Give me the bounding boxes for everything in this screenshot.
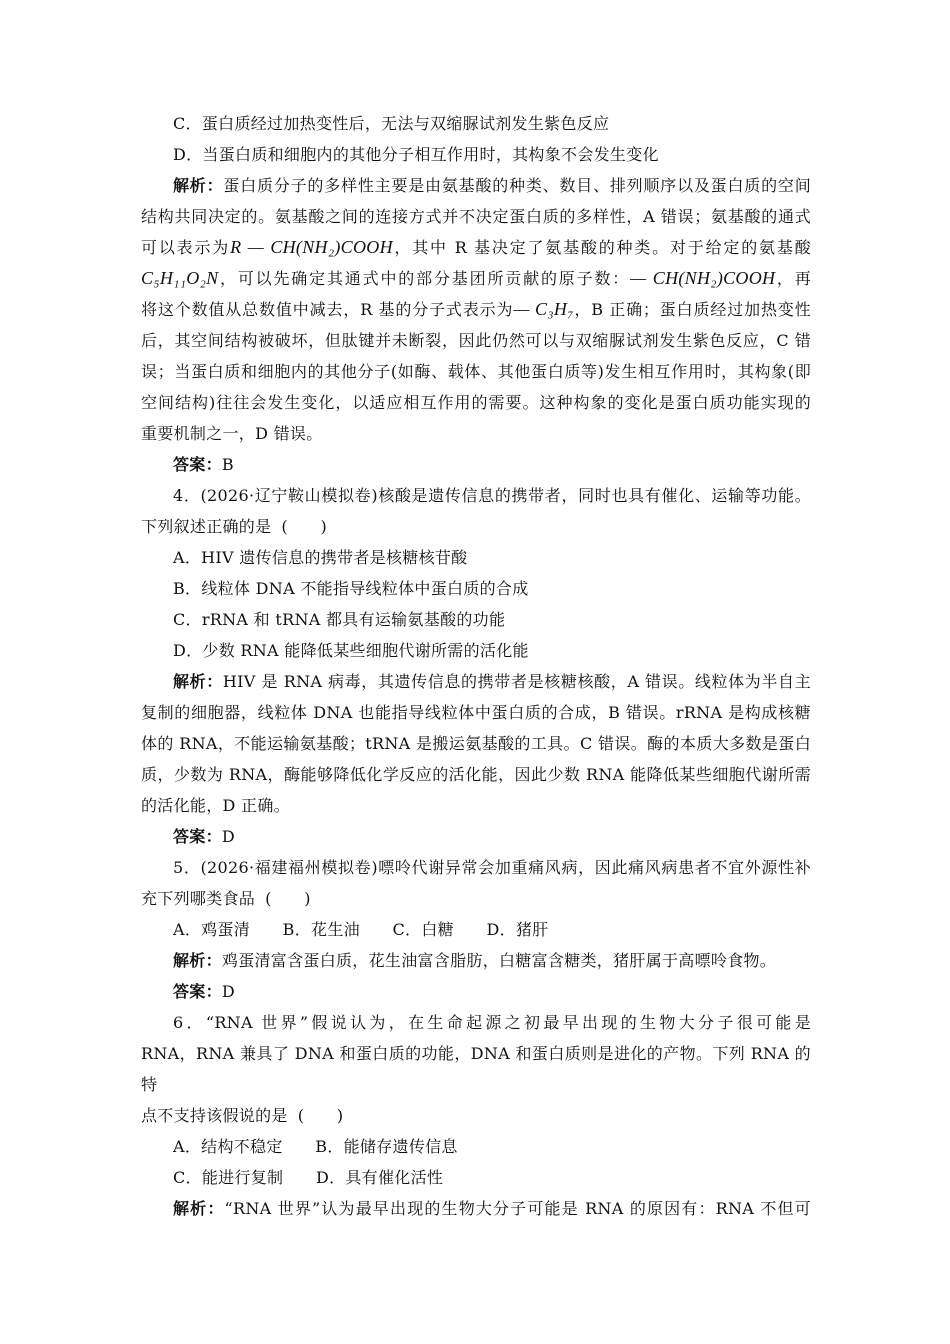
analysis-label: 解析： [173, 672, 223, 691]
option-c-line: C．蛋白质经过加热变性后，无法与双缩脲试剂发生紫色反应 [173, 114, 610, 133]
answer-label: 答案： [173, 455, 222, 474]
answer-blank: ( ) [265, 889, 311, 908]
option-d-line: D．当蛋白质和细胞内的其他分子相互作用时，其构象不会发生变化 [173, 145, 659, 164]
question-5-stem: 充下列哪类食品 ( ) [141, 883, 811, 914]
group-formula: — CH(NH₂)COOH [630, 268, 776, 288]
analysis-line: 解析：蛋白质分子的多样性主要是由氨基酸的种类、数目、排列顺序以及蛋白质的空间 [173, 176, 811, 195]
option-a-line: A．HIV 遗传信息的携带者是核糖核苷酸 [173, 548, 468, 567]
answer-label: 答案： [173, 982, 222, 1001]
question-5-stem: 5．(2026·福建福州模拟卷)嘌呤代谢异常会加重痛风病，因此痛风病患者不宜外源性补 [173, 858, 811, 877]
answer-line: 答案：D [173, 827, 236, 846]
question-4-stem: 4．(2026·辽宁鞍山模拟卷)核酸是遗传信息的携带者，同时也具有催化、运输等功能。 [173, 486, 811, 505]
options-line: A．结构不稳定 B．能储存遗传信息 [173, 1137, 458, 1156]
analysis-line: 体的 RNA，不能运输氨基酸；tRNA 是搬运氨基酸的工具。C 错误。酶的本质大多数是蛋白 [141, 734, 811, 753]
analysis-line: 结构共同决定的。氨基酸之间的连接方式并不决定蛋白质的多样性，A 错误；氨基酸的通式 [141, 207, 811, 226]
amino-acid-general-formula: R — CH(NH₂)COOH [230, 237, 393, 257]
answer-blank: ( ) [281, 517, 328, 536]
document-page [141, 108, 811, 1224]
question-6-stem: 点不支持该假说的是 ( ) [141, 1100, 811, 1131]
answer-blank: ( ) [297, 1106, 344, 1125]
question-6-stem: RNA，RNA 兼具了 DNA 和蛋白质的功能，DNA 和蛋白质则是进化的产物。下列 RNA 的特 [141, 1044, 811, 1094]
molecular-formula: C₅H₁₁O₂N [141, 268, 219, 288]
question-6-stem: 6．“RNA 世界”假说认为，在生命起源之初最早出现的生物大分子很可能是 [173, 1013, 811, 1032]
analysis-label: 解析： [173, 951, 222, 970]
analysis-line: 解析：“RNA 世界”认为最早出现的生物大分子可能是 RNA 的原因有：RNA 不但可 [173, 1199, 812, 1218]
analysis-label: 解析： [173, 176, 224, 195]
option-b-line: B．线粒体 DNA 不能指导线粒体中蛋白质的合成 [173, 579, 529, 598]
analysis-line: 质，少数为 RNA，酶能够降低化学反应的活化能，因此少数 RNA 能降低某些细胞代谢所需 [141, 765, 811, 784]
analysis-line: 解析：鸡蛋清富含蛋白质，花生油富含脂肪，白糖富含糖类，猪肝属于高嘌呤食物。 [173, 951, 777, 970]
analysis-line: 可以表示为R — CH(NH₂)COOH，其中 R 基决定了氨基酸的种类。对于给定的氨基酸 [141, 237, 811, 257]
options-line: A．鸡蛋清 B．花生油 C．白糖 D．猪肝 [173, 920, 549, 939]
options-line: C．能进行复制 D．具有催化活性 [173, 1168, 444, 1187]
analysis-label: 解析： [173, 1199, 225, 1218]
analysis-line: 复制的细胞器，线粒体 DNA 也能指导线粒体中蛋白质的合成，B 错误。rRNA 是构成核糖 [141, 703, 811, 722]
analysis-line: 误；当蛋白质和细胞内的其他分子(如酶、载体、其他蛋白质等)发生相互作用时，其构象(即 [141, 362, 811, 381]
analysis-line: 空间结构)往往会发生变化，以适应相互作用的需要。这种构象的变化是蛋白质功能实现的 [141, 393, 811, 412]
question-4-stem: 下列叙述正确的是 ( ) [141, 511, 811, 542]
answer-label: 答案： [173, 827, 222, 846]
answer-line: 答案：B [173, 455, 234, 474]
option-c-line: C．rRNA 和 tRNA 都具有运输氨基酸的功能 [173, 610, 506, 629]
answer-line: 答案：D [173, 982, 236, 1001]
r-group-formula: — C₃H₇ [513, 299, 574, 319]
analysis-line: 的活化能，D 正确。 [141, 796, 290, 815]
option-d-line: D．少数 RNA 能降低某些细胞代谢所需的活化能 [173, 641, 529, 660]
analysis-line: 后，其空间结构被破坏，但肽键并未断裂，因此仍然可以与双缩脲试剂发生紫色反应，C 错 [141, 331, 811, 350]
analysis-line: C₅H₁₁O₂N，可以先确定其通式中的部分基团所贡献的原子数：— CH(NH₂)COOH，再 [141, 268, 811, 288]
analysis-line: 解析：HIV 是 RNA 病毒，其遗传信息的携带者是核糖核酸，A 错误。线粒体为半自主 [173, 672, 811, 691]
analysis-line: 将这个数值从总数值中减去，R 基的分子式表示为— C₃H₇，B 正确；蛋白质经过加热变性 [141, 299, 811, 319]
analysis-line: 重要机制之一，D 错误。 [141, 424, 323, 443]
